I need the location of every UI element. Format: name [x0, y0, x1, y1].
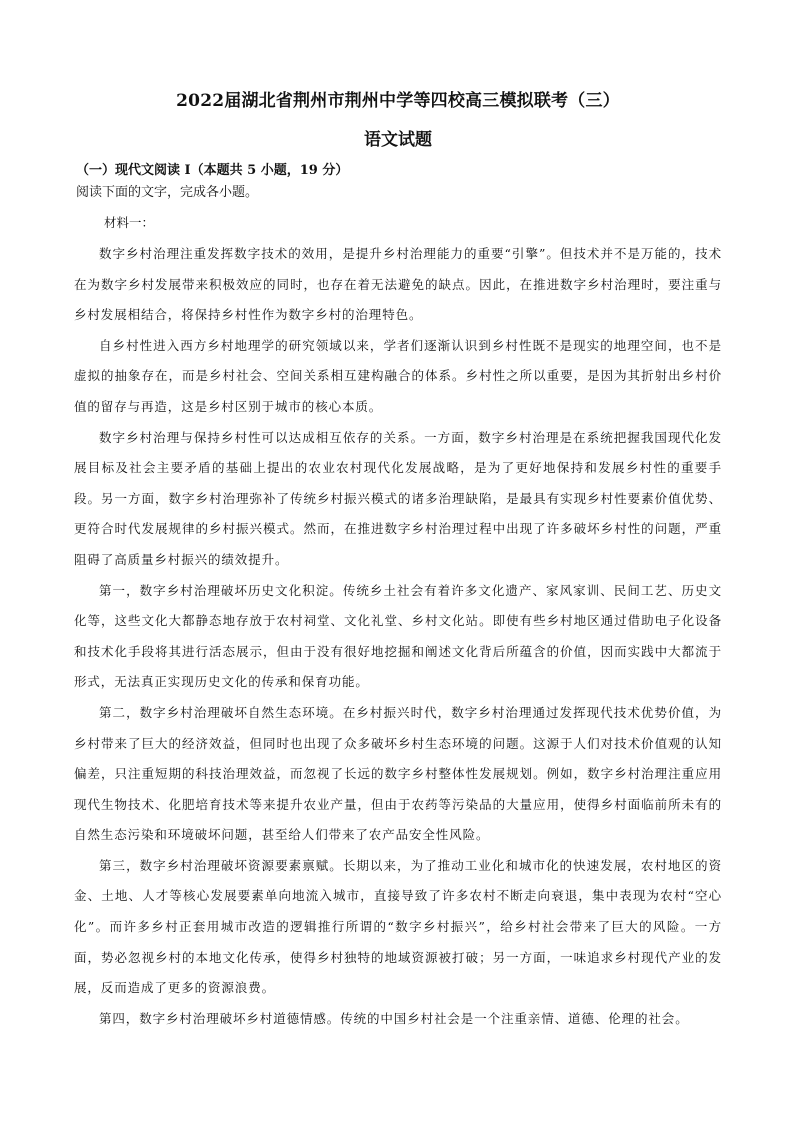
article-body: [74, 239, 722, 1034]
material-label: 材料一：: [104, 215, 155, 230]
document-subtitle: 语文试题: [364, 130, 432, 150]
paragraph-5: 第二，数字乡村治理破坏自然生态环境。在乡村振兴时代，数字乡村治理通过发挥现代技术优势价值，为乡村带来了巨大的经济效益，但同时也出现了众多破坏乡村生态环境的问题。这源于人们对技术价值观的认知偏差，只注重短期的科技治理效益，而忽视了长远的数字乡村整体性发展规划。例如，数字乡村治理注重应用现代生物技术、化肥培育技术等来提升农业产量，但由于农药等污染品的大量应用，使得乡村面临前所未有的自然生态污染和环境破坏问题，甚至给人们带来了农产品安全性风险。: [74, 704, 722, 843]
paragraph-4: 第一，数字乡村治理破坏历史文化积淀。传统乡土社会有着许多文化遗产、家风家训、民间工艺、历史文化等，这些文化大都静态地存放于农村祠堂、文化礼堂、乡村文化站。即使有些乡村地区通过借助电子化设备和技术化手段将其进行活态展示，但由于没有很好地挖掘和阐述文化背后所蕴含的价值，因而实践中大都流于形式，无法真正实现历史文化的传承和保育功能。: [74, 582, 722, 690]
paragraph-2: 自乡村性进入西方乡村地理学的研究领域以来，学者们逐渐认识到乡村性既不是现实的地理空间，也不是虚拟的抽象存在，而是乡村社会、空间关系相互建构融合的体系。乡村性之所以重要，是因为其折射出乡村价值的留存与再造，这是乡村区别于城市的核心本质。: [74, 337, 722, 414]
section-heading: （一）现代文阅读 I（本题共 5 小题，19 分）: [76, 163, 349, 178]
paragraph-6: 第三，数字乡村治理破坏资源要素禀赋。长期以来，为了推动工业化和城市化的快速发展，农村地区的资金、土地、人才等核心发展要素单向地流入城市，直接导致了许多农村不断走向衰退，集中表现为农村“空心化”。而许多乡村正套用城市改造的逻辑推行所谓的“数字乡村振兴”，给乡村社会带来了巨大的风险。一方面，势必忽视乡村的本地文化传承，使得乡村独特的地域资源被打破；另一方面，一味追求乡村现代产业的发展，反而造成了更多的资源浪费。: [74, 857, 722, 996]
paragraph-3: 数字乡村治理与保持乡村性可以达成相互依存的关系。一方面，数字乡村治理是在系统把握我国现代化发展目标及社会主要矛盾的基础上提出的农业农村现代化发展战略，是为了更好地保持和发展乡村性的重要手段。另一方面，数字乡村治理弥补了传统乡村振兴模式的诸多治理缺陷，是最具有实现乡村性要素价值优势、更符合时代发展规律的乡村振兴模式。然而，在推进数字乡村治理过程中出现了许多破坏乡村性的问题，严重阻碍了高质量乡村振兴的绩效提升。: [74, 429, 722, 567]
paragraph-1: 数字乡村治理注重发挥数字技术的效用，是提升乡村治理能力的重要“引擎”。但技术并不是万能的，技术在为数字乡村发展带来积极效应的同时，也存在着无法避免的缺点。因此，在推进数字乡村治理时，要注重与乡村发展相结合，将保持乡村性作为数字乡村的治理特色。: [74, 246, 722, 323]
document-title: 2022届湖北省荆州市荆州中学等四校高三模拟联考（三）: [176, 91, 620, 111]
reading-instruction: 阅读下面的文字，完成各小题。: [76, 185, 259, 200]
paragraph-7: 第四，数字乡村治理破坏乡村道德情感。传统的中国乡村社会是一个注重亲情、道德、伦理的社会。: [99, 1010, 689, 1026]
